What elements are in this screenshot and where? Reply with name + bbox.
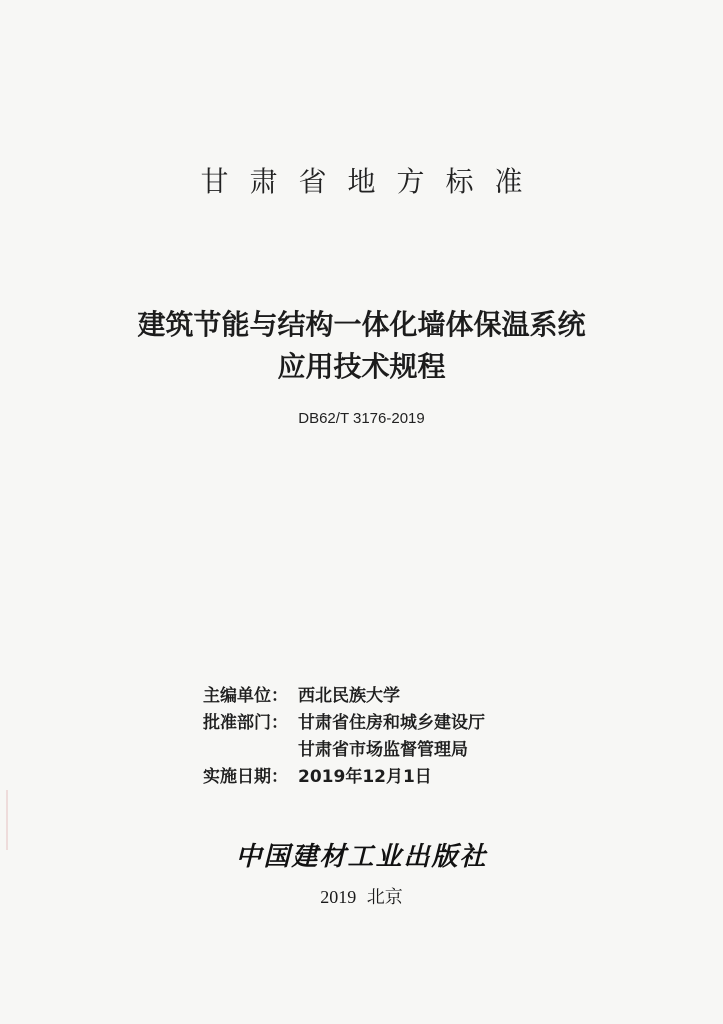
date-label: 实施日期： (203, 767, 288, 787)
approver-label: 批准部门： (203, 713, 288, 733)
approver-row-continued (203, 737, 485, 764)
document-title (0, 304, 723, 388)
title-line-1: 建筑节能与结构一体化墙体保温系统 (137, 308, 586, 341)
standard-code: DB62/T 3176-2019 (298, 410, 425, 427)
date-row (203, 764, 485, 791)
editor-label: 主编单位： (203, 686, 288, 706)
editor-row (203, 683, 485, 710)
approver-row (203, 710, 485, 737)
date-value: 2019年12月1日 (298, 767, 432, 787)
editor-value: 西北民族大学 (298, 686, 400, 706)
publication-place-year: 2019 北京 (320, 887, 403, 907)
publisher-logo-text: 中国建材工业出版社 (235, 842, 488, 872)
publication-info (203, 683, 485, 791)
approver-value-1: 甘肃省住房和城乡建设厅 (298, 713, 485, 733)
title-line-2: 应用技术规程 (277, 350, 446, 383)
approver-value-2: 甘肃省市场监督管理局 (298, 740, 468, 760)
standard-category-header: 甘肃省地方标准 (200, 165, 544, 198)
